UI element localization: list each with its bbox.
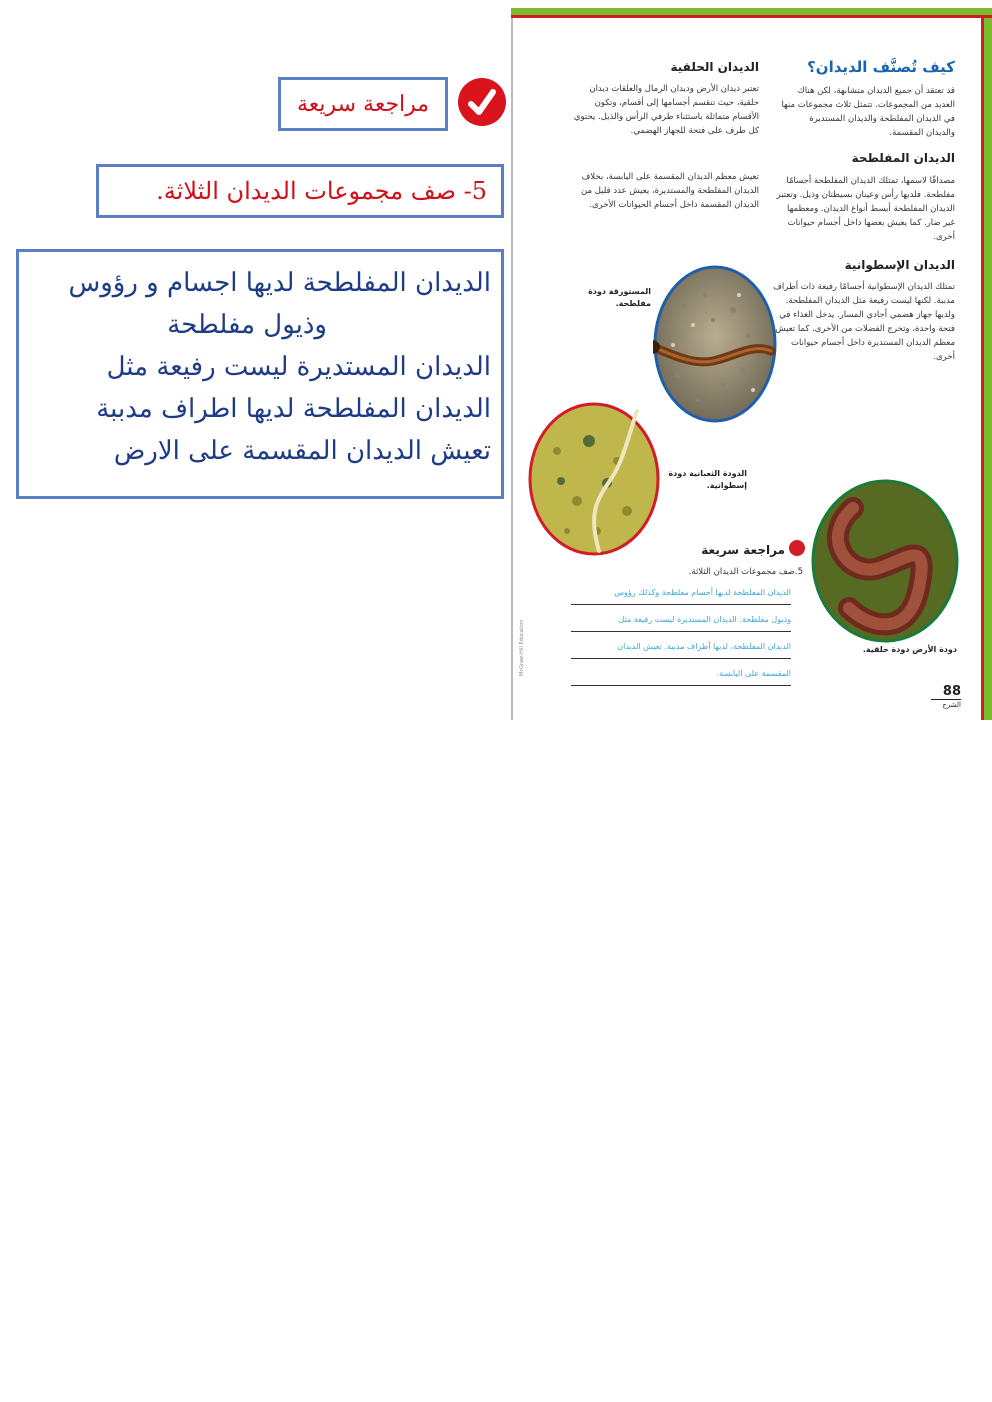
page-number: 88 [931,684,961,700]
answer-line: تعيش الديدان المقسمة على الارض [113,436,491,466]
answer-line: الديدان المفلطحة لديها اطراف مدببة [96,394,491,424]
quick-review-answer-line: وذيول مفلطحة. الديدان المستديرة ليست رفيعة مثل [618,615,791,624]
question-text: 5- صف مجموعات الديدان الثلاثة. [156,177,487,205]
page-title: كيف تُصنَّف الديدان؟ [807,58,955,76]
quick-review-check-icon [789,540,805,556]
roundworm-paragraph: تمتلك الديدان الإسطوانية أجسامًا رفيعة ذات أطراف مدببة. لكنها ليست رفيعة مثل الديدان المفلطحة. ولديها جهاز هضمي أحادي المسار. يدخل الغذاء في فتحة واحدة، وتخرج الفضلات من الأخرى. كما تعيش معظم الديدان المستديرة داخل أجسام حيوانات أخرى. [773,282,955,362]
quick-review-question: 5.صف مجموعات الديدان الثلاثة. [688,567,803,577]
page-border-left [511,18,513,720]
quick-review-label: مراجعة سريعة [278,77,448,131]
flatworm-paragraph: مصداقًا لاسمها، تمتلك الديدان المفلطحة أجسامًا مفلطحة. فلديها رأس وعينان بسيطتان وذيل. وتعتبر الديدان المفلطحة أبسط أنواع الديدان. ومعظمها غير ضار. كما يعيش بعضها داخل أجسام حيوانات أخرى. [776,176,955,242]
page-border-top-red [511,15,992,18]
page-border-right [984,18,992,720]
roundworm-caption: الدودة الثعبانية دودة إسطوانية. [668,469,747,490]
intro-paragraph: قد تعتقد أن جميع الديدان متشابهة، لكن هناك العديد من المجموعات. تتمثل ثلاث مجموعات منها في الديدان المفلطحة والديدان المستديرة والديدان المقسمة. [781,86,955,138]
earthworm-caption: دودة الأرض دودة حلقية. [862,645,957,654]
quick-review-heading: مراجعة سريعة [701,543,785,557]
publisher-credit: McGraw-Hill Education [519,619,525,676]
answer-rule [571,631,791,632]
roundworm-heading: الديدان الإسطوانية [844,258,955,272]
checkmark-icon [458,78,506,126]
roundworm-photo [527,401,661,557]
earthworm-photo [809,478,961,644]
answer-line: وذيول مفلطحة [167,310,327,340]
answer-box [16,249,504,499]
answer-line: الديدان المستديرة ليست رفيعة مثل [106,352,491,382]
planaria-photo [653,265,777,423]
page-border-top [511,8,992,15]
quick-review-answer-line: الديدان المفلطحة لديها أجسام مفلطحة وكذلك رؤوس [614,588,791,597]
segmented-paragraph: تعتبر ديدان الأرض وديدان الرمال والعلقات ديدان حلقية، حيث تنقسم أجسامها إلى أقسام، وتكون الأقسام متماثلة باستثناء طرفي الرأس والذيل. يحتوي كل طرف على فتحة للجهاز الهضمي. [573,84,759,136]
answer-rule [571,604,791,605]
planaria-caption: المستورقة دودة مفلطحة. [588,287,651,308]
page-section: الشرح [942,701,961,709]
answer-rule [571,685,791,686]
flatworm-heading: الديدان المفلطحة [851,151,955,165]
answer-line: الديدان المفلطحة لديها اجسام و رؤوس [68,268,491,298]
textbook-page [511,8,992,720]
segmented-heading: الديدان الحلقية [670,60,759,74]
quick-review-answer-line: الديدان المفلطحة، لديها أطراف مدببة. تعيش الديدان [617,642,791,651]
question-box [96,164,504,218]
answer-rule [571,658,791,659]
segmented-paragraph-2: تعيش معظم الديدان المقسمة على اليابسة، بخلاف الديدان المفلطحة والمستديرة، يعيش عدد قليل من الديدان المقسمة داخل أجسام الحيوانات الأخرى. [581,172,759,210]
quick-review-answer-line: المقسمة على اليابسة. [716,669,791,678]
